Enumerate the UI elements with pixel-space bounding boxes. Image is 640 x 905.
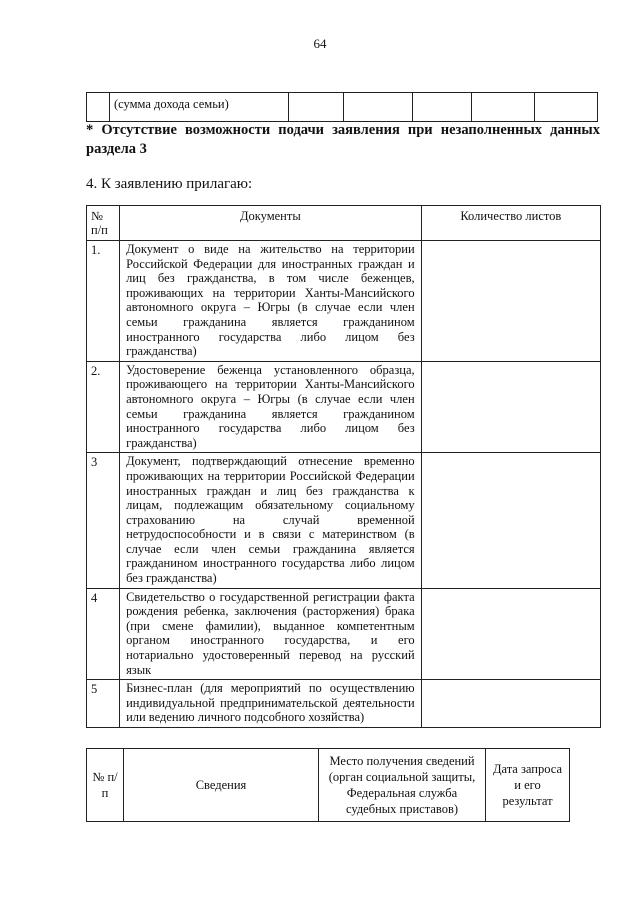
sheet-count-cell[interactable] bbox=[421, 241, 600, 362]
sheet-count-cell[interactable] bbox=[421, 588, 600, 680]
family-income-row bbox=[87, 93, 598, 122]
empty-cell bbox=[87, 93, 110, 122]
empty-cell bbox=[289, 93, 344, 122]
document-description: Свидетельство о государственной регистрации факта рождения ребенка, заключения (расторжения) брака (при смене фамилии), выданное компетентным органом иностранного государства, и его нотариально удостоверенный перевод на русский язык bbox=[120, 588, 422, 680]
column-header-request-date: Дата запроса и его результат bbox=[486, 749, 570, 822]
column-header-documents: Документы bbox=[120, 206, 422, 241]
column-header-sheet-count: Количество листов bbox=[421, 206, 600, 241]
row-number: 2. bbox=[87, 361, 120, 453]
column-header-number: № п/п bbox=[87, 206, 120, 241]
table-header-row bbox=[87, 206, 601, 241]
sheet-count-cell[interactable] bbox=[421, 453, 600, 588]
information-request-table bbox=[86, 748, 570, 822]
family-income-label: (сумма дохода семьи) bbox=[110, 93, 289, 122]
table-row bbox=[87, 241, 601, 362]
row-number: 3 bbox=[87, 453, 120, 588]
document-description: Документ, подтверждающий отнесение временно проживающих на территории Российской Федерации иностранных граждан и лиц без гражданства к лицам, подлежащим обязательному социальному страхованию на случай временной нетрудоспособности и в связи с материнством (в случае если член семьи гражданина является гражданином иностранного государства либо лицом без гражданства) bbox=[120, 453, 422, 588]
row-number: 5 bbox=[87, 680, 120, 728]
column-header-source: Место получения сведений (орган социальной защиты, Федеральная служба судебных приставов) bbox=[319, 749, 486, 822]
row-number: 4 bbox=[87, 588, 120, 680]
document-description: Документ о виде на жительство на территории Российской Федерации для иностранных граждан и лиц без гражданства, в том числе беженцев, проживающих на территории Ханты-Мансийского автономного округа – Югры (в случае если член семьи гражданина является гражданином иностранного государства либо лицом без гражданства) bbox=[120, 241, 422, 362]
table-row bbox=[87, 453, 601, 588]
table-row bbox=[87, 361, 601, 453]
empty-cell bbox=[472, 93, 535, 122]
empty-cell bbox=[344, 93, 413, 122]
document-description: Удостоверение беженца установленного образца, проживающего на территории Ханты-Мансийского автономного округа – Югры (в случае если член семьи гражданина является гражданином иностранного государства либо лицом без гражданства) bbox=[120, 361, 422, 453]
page-number: 64 bbox=[313, 36, 327, 51]
attached-documents-table bbox=[86, 205, 601, 728]
family-income-table bbox=[86, 92, 598, 122]
empty-cell bbox=[413, 93, 472, 122]
table-header-row bbox=[87, 749, 570, 822]
sheet-count-cell[interactable] bbox=[421, 361, 600, 453]
sheet-count-cell[interactable] bbox=[421, 680, 600, 728]
section-heading: 4. К заявлению прилагаю: bbox=[86, 176, 253, 192]
table-row bbox=[87, 680, 601, 728]
column-header-information: Сведения bbox=[124, 749, 319, 822]
row-number: 1. bbox=[87, 241, 120, 362]
required-data-footnote: * Отсутствие возможности подачи заявления при незаполненных данных раздела 3 bbox=[86, 122, 600, 157]
document-description: Бизнес-план (для мероприятий по осуществлению индивидуальной предпринимательской деятельности или ведению личного подсобного хозяйства) bbox=[120, 680, 422, 728]
table-row bbox=[87, 588, 601, 680]
column-header-number: № п/п bbox=[87, 749, 124, 822]
empty-cell bbox=[535, 93, 598, 122]
